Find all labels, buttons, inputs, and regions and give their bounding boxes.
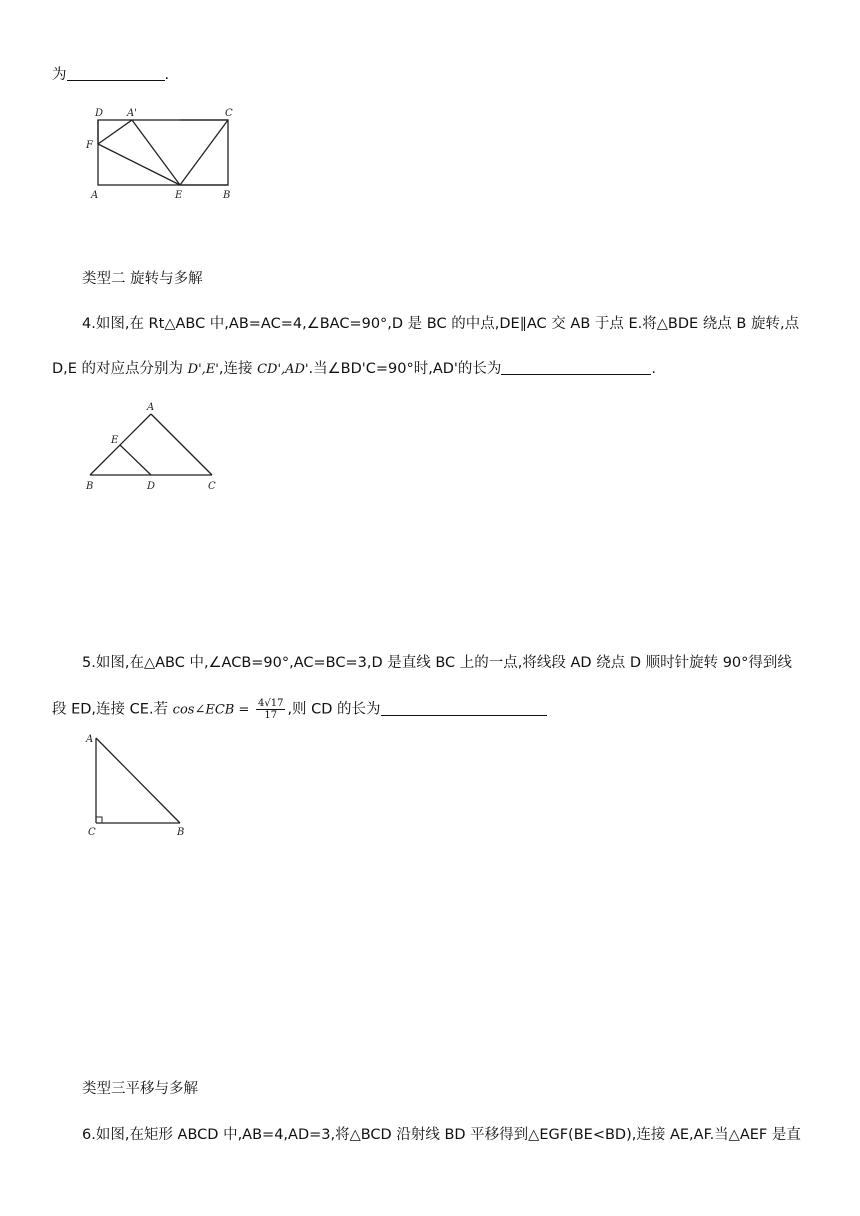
figure-triangle-abc-de — [84, 400, 224, 495]
fig2-label-c: C — [208, 481, 216, 492]
fig1-label-f: F — [86, 140, 93, 151]
fig1-label-e: E — [175, 190, 183, 201]
q4-math-cd-ad-prime: CD',AD' — [257, 362, 309, 377]
q5-frac-numerator: 4√17 — [257, 698, 284, 709]
figure-right-triangle — [84, 730, 194, 840]
q5-answer-blank[interactable] — [381, 701, 547, 716]
q4-line2-a: D,E 的对应点分别为 — [52, 361, 184, 377]
q5-frac-denominator: 17 — [264, 710, 278, 721]
top-line-prefix: 为 — [52, 67, 67, 83]
q4-math-d-e-prime: D',E' — [187, 362, 219, 377]
q6-line1: 6.如图,在矩形 ABCD 中,AB=4,AD=3,将△BCD 沿射线 BD 平移得到△EGF(BE<BD),连接 AE,AF.当△AEF 是直 — [82, 1127, 801, 1143]
fig2-label-a: A — [147, 402, 155, 413]
q4-line2-end: . — [651, 361, 657, 377]
fig1-label-a: A — [91, 190, 99, 201]
fig2-label-e: E — [111, 435, 119, 446]
section-title-rotation: 类型二 旋转与多解 — [82, 271, 203, 287]
top-line-suffix: . — [164, 67, 170, 83]
q5-math-cos: cos∠ECB = — [172, 702, 250, 718]
q4-line2 — [52, 359, 656, 380]
q5-line1: 5.如图,在△ABC 中,∠ACB=90°,AC=BC=3,D 是直线 BC 上的一点,将线段 AD 绕点 D 顺时针旋转 90°得到线 — [82, 655, 792, 671]
q4-line1: 4.如图,在 Rt△ABC 中,AB=AC=4,∠BAC=90°,D 是 BC 的中点,DE∥AC 交 AB 于点 E.将△BDE 绕点 B 旋转,点 — [82, 316, 800, 332]
q5-line2-b: ,则 CD 的长为 — [287, 701, 381, 718]
fig1-label-a-prime: A' — [127, 108, 137, 119]
fig1-label-c: C — [225, 108, 233, 119]
fig3-label-a: A — [86, 734, 94, 745]
q5-fraction — [256, 698, 285, 721]
answer-blank[interactable] — [67, 66, 165, 81]
fig1-label-d: D — [95, 108, 104, 119]
figure-rectangle-fold — [85, 104, 255, 204]
fig1-label-b: B — [223, 190, 231, 201]
fig3-label-c: C — [88, 827, 96, 838]
q4-answer-blank[interactable] — [501, 360, 651, 375]
fig3-label-b: B — [177, 827, 185, 838]
top-answer-line — [52, 65, 169, 85]
q4-line2-b: ,连接 — [218, 361, 253, 377]
q5-line2-a: 段 ED,连接 CE.若 — [52, 701, 169, 718]
q5-line2 — [52, 698, 547, 721]
fig2-label-b: B — [86, 481, 94, 492]
q4-line2-c: .当∠BD'C=90°时,AD'的长为 — [308, 361, 502, 377]
section-title-translation: 类型三平移与多解 — [82, 1081, 198, 1097]
fig2-label-d: D — [147, 481, 156, 492]
